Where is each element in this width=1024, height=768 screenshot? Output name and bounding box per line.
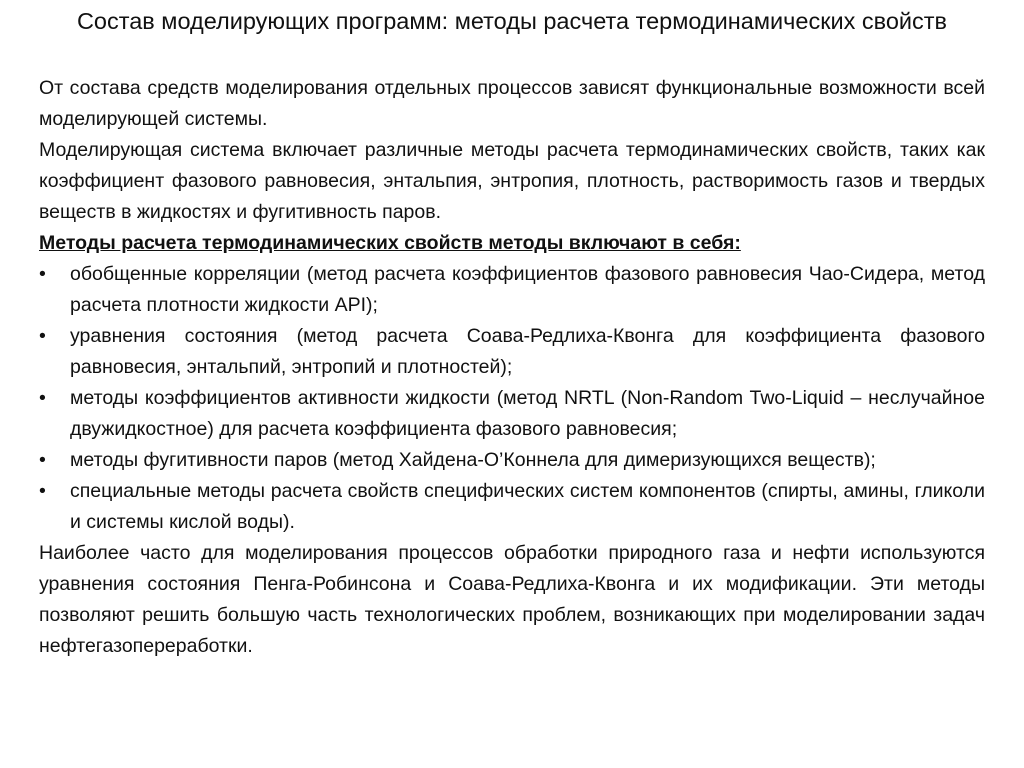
- list-item: [39, 259, 985, 321]
- intro-paragraph: От состава средств моделирования отдельных процессов зависят функциональные возможности всей моделирующей системы.: [39, 77, 985, 130]
- slide-body: [39, 73, 985, 662]
- list-item: [39, 321, 985, 383]
- list-item: [39, 445, 985, 476]
- list-item: [39, 476, 985, 538]
- bullet-icon: •: [39, 449, 46, 471]
- list-item-text: уравнения состояния (метод расчета Соава-Редлиха-Квонга для коэффициента фазового равновесия, энтальпий, энтропий и плотностей);: [70, 325, 985, 378]
- bullet-icon: •: [39, 263, 46, 285]
- bullet-icon: •: [39, 480, 46, 502]
- system-description-paragraph: Моделирующая система включает различные методы расчета термодинамических свойств, таких как коэффициент фазового равновесия, энтальпия, энтропия, плотность, растворимость газов и твердых веществ в жидкостях и фугитивность паров.: [39, 139, 985, 223]
- list-item-text: методы фугитивности паров (метод Хайдена-О’Коннела для димеризующихся веществ);: [70, 449, 876, 471]
- list-item-text: методы коэффициентов активности жидкости (метод NRTL (Non-Random Two-Liquid – неслучайное двужидкостное) для расчета коэффициента фазового равновесия;: [70, 387, 985, 440]
- list-item: [39, 383, 985, 445]
- list-item-text: специальные методы расчета свойств специфических систем компонентов (спирты, амины, гликоли и системы кислой воды).: [70, 480, 985, 533]
- conclusion-paragraph: Наиболее часто для моделирования процессов обработки природного газа и нефти используются уравнения состояния Пенга-Робинсона и Соава-Редлиха-Квонга и их модификации. Эти методы позволяют решить большую часть технологических проблем, возникающих при моделировании задач нефтегазопереработки.: [39, 542, 985, 657]
- methods-list: [39, 259, 985, 538]
- bullet-icon: •: [39, 325, 46, 347]
- methods-heading: Методы расчета термодинамических свойств методы включают в себя:: [39, 232, 741, 254]
- list-item-text: обобщенные корреляции (метод расчета коэффициентов фазового равновесия Чао-Сидера, метод расчета плотности жидкости API);: [70, 263, 985, 316]
- slide-title: Состав моделирующих программ: методы расчета термодинамических свойств: [76, 8, 948, 34]
- bullet-icon: •: [39, 387, 46, 409]
